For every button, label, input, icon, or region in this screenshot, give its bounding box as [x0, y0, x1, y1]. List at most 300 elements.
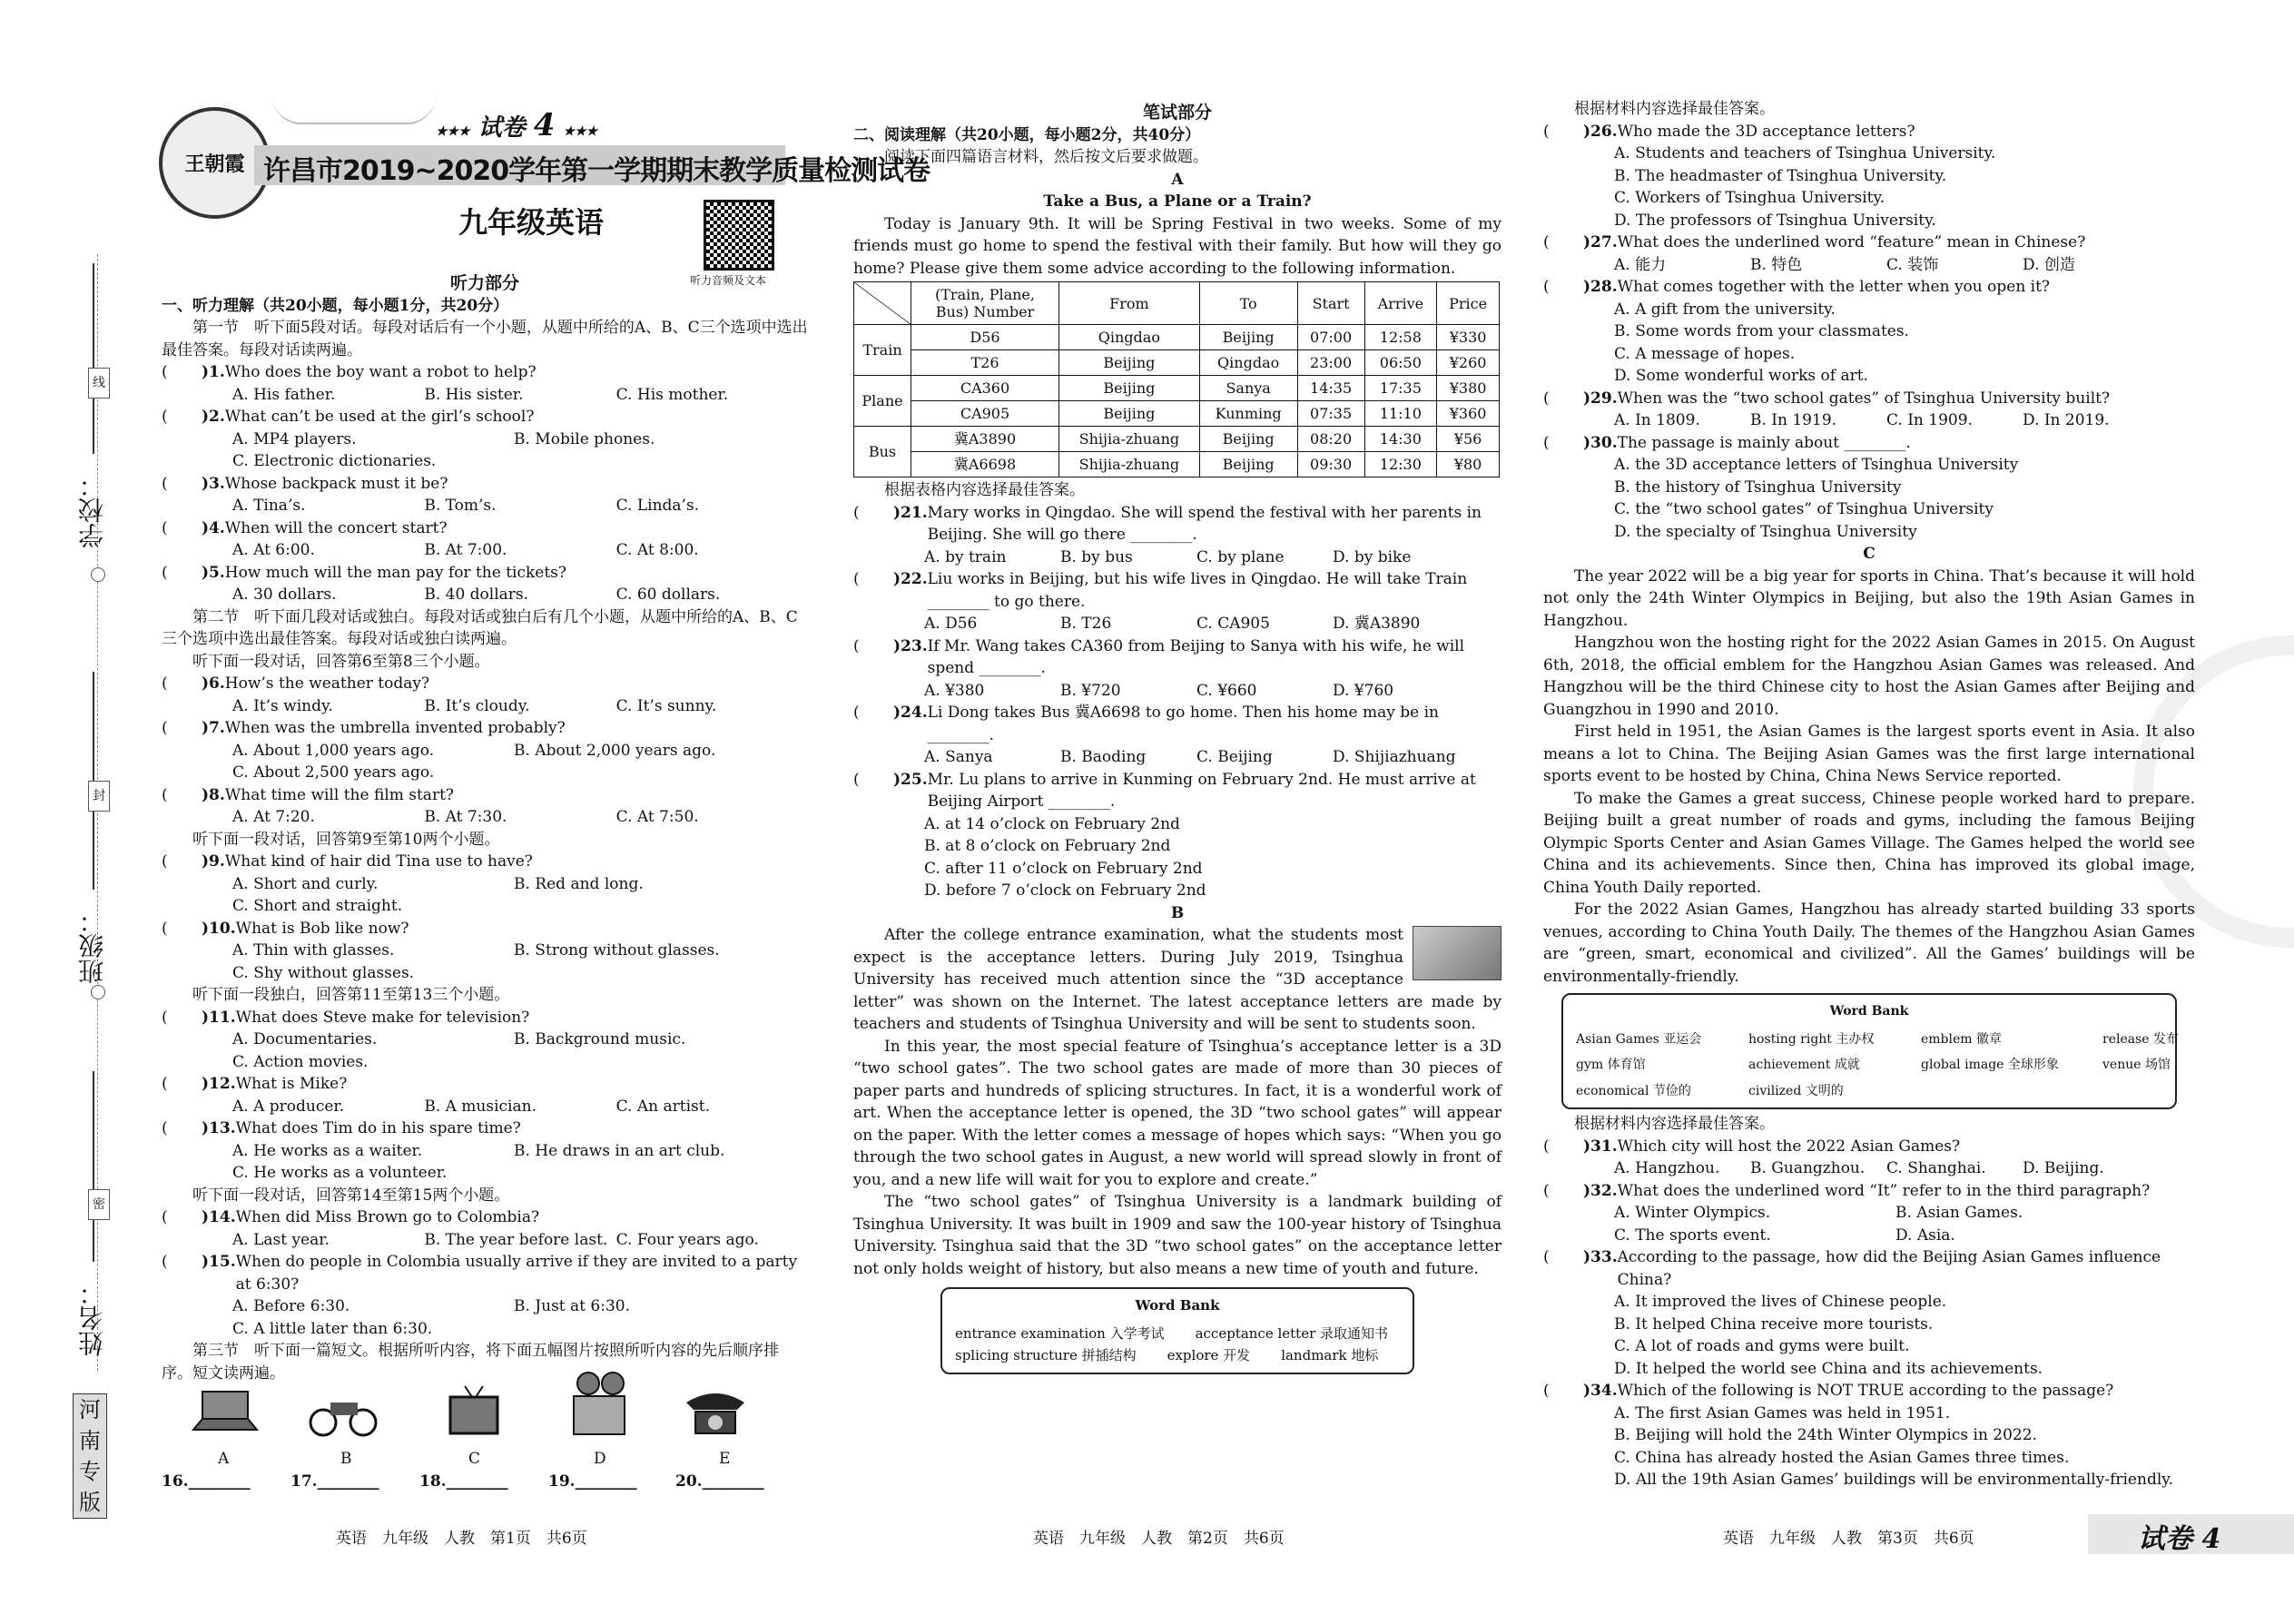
answer-paren[interactable]: ( — [1543, 1382, 1550, 1400]
qr-code[interactable] — [704, 200, 774, 271]
table-cell: Beijing — [1199, 452, 1297, 477]
option-a[interactable]: A. Before 6:30. — [232, 1297, 350, 1315]
option-b[interactable]: B. Red and long. — [514, 874, 644, 893]
question-text: The passage is mainly about ________. — [1617, 433, 1911, 452]
question-26 — [1543, 121, 2195, 143]
option-c[interactable]: C. ¥660 — [1196, 681, 1257, 700]
option-b[interactable]: B. Mobile phones. — [514, 429, 655, 448]
passage-c-instruction: 根据材料内容选择最佳答案。 — [1574, 1115, 1775, 1133]
option-c[interactable]: C. Electronic dictionaries. — [232, 452, 437, 470]
question-33 — [1543, 1246, 2195, 1291]
option-c[interactable]: C. The sports event. — [1614, 1225, 1771, 1245]
question-number: )27. — [1583, 233, 1618, 251]
option-a[interactable]: A. The first Asian Games was held in 1951. — [1614, 1403, 1951, 1422]
option-c[interactable]: C. CA905 — [1196, 615, 1270, 633]
option-c[interactable]: C. A lot of roads and gyms were built. — [1614, 1337, 1910, 1355]
answer-paren[interactable]: ( — [1543, 1137, 1550, 1156]
table-cell: 23:00 — [1297, 350, 1364, 376]
options — [1543, 409, 2195, 432]
option-b[interactable]: B. Just at 6:30. — [514, 1297, 630, 1315]
option-a[interactable]: A. It improved the lives of Chinese people. — [1614, 1293, 1947, 1311]
sec2d-instruction: 听下面一段对话，回答第14至第15两个小题。 — [192, 1186, 510, 1205]
option-c[interactable]: C. Workers of Tsinghua University. — [1614, 189, 1885, 207]
passage-a-instruction: 根据表格内容选择最佳答案。 — [884, 481, 1085, 499]
passage-c-p2: Hangzhou won the hosting right for the 2022 Asian Games in 2015. On August 6th, 2018, the official emblem for the Hangzhou Asian Games was released. And Hangzhou will be the third Chinese city to host the Asian Games after Beijing and Guangzhou in 1990 and 2010. — [1543, 634, 2195, 719]
option-c[interactable]: C. An artist. — [615, 1097, 710, 1116]
word-bank-item: Asian Games 亚运会 — [1576, 1031, 1702, 1047]
answer-blank-16[interactable]: 16.________ — [162, 1472, 251, 1491]
question-10 — [162, 918, 808, 940]
question-13 — [162, 1117, 808, 1140]
sec1-instruction: 第一节 听下面5段对话。每段对话后有一个小题，从题中所给的A、B、C三个选项中选出最佳答案。每段对话读两遍。 — [162, 319, 808, 359]
option-a[interactable]: A. At 7:20. — [232, 808, 315, 826]
passage-b-letter: B — [1170, 903, 1185, 922]
option-a[interactable]: A. Last year. — [232, 1230, 330, 1249]
option-a[interactable]: A. Documentaries. — [232, 1030, 378, 1048]
passage-a-text: Today is January 9th. It will be Spring Festival in two weeks. Some of my friends must go home to spend the festival with their family. But how will they go home? Please give them some advice according to the following information. — [853, 214, 1501, 278]
answer-paren[interactable]: ( — [162, 363, 168, 381]
answer-paren[interactable]: ( — [162, 674, 168, 693]
table-row — [854, 376, 1500, 401]
table-cell: CA905 — [911, 401, 1059, 427]
option-b[interactable]: B. at 8 o’clock on February 2nd — [924, 837, 1171, 855]
question-number: )24. — [893, 704, 928, 722]
question-31 — [1543, 1136, 2195, 1158]
question-11 — [162, 1007, 808, 1029]
option-c[interactable]: C. His mother. — [615, 385, 729, 404]
option-b[interactable]: B. Guangzhou. — [1750, 1159, 1866, 1177]
option-b[interactable]: B. It’s cloudy. — [424, 696, 530, 715]
option-c[interactable]: C. In 1909. — [1886, 411, 1973, 429]
word-bank-c — [1561, 993, 2180, 1109]
option-a[interactable]: A. His father. — [232, 385, 336, 404]
table-header: From — [1059, 282, 1200, 325]
option-c[interactable]: C. Shanghai. — [1886, 1159, 1986, 1177]
answer-paren[interactable]: ( — [853, 770, 860, 789]
word-bank-item: entrance examination 入学考试 — [955, 1324, 1165, 1342]
question-23 — [853, 635, 1501, 680]
option-b[interactable]: B. He draws in an art club. — [514, 1141, 725, 1160]
qr-caption: 听力音频及文本 — [690, 274, 767, 287]
option-c[interactable]: C. It’s sunny. — [615, 696, 717, 715]
option-a[interactable]: A. MP4 players. — [232, 429, 357, 448]
answer-paren[interactable]: ( — [162, 719, 168, 737]
question-number: )7. — [202, 719, 225, 737]
answer-paren[interactable]: ( — [162, 1208, 168, 1226]
question-number: )10. — [202, 919, 236, 938]
option-c[interactable]: C. Linda’s. — [615, 497, 700, 515]
option-a[interactable]: A. It’s windy. — [232, 696, 333, 715]
option-c[interactable]: C. after 11 o’clock on February 2nd — [924, 859, 1203, 878]
answer-paren[interactable]: ( — [1543, 233, 1550, 251]
table-cell: CA360 — [911, 376, 1059, 401]
question-text: What kind of hair did Tina use to have? — [224, 852, 533, 871]
answer-paren[interactable]: ( — [162, 518, 168, 537]
word-bank-item: gym 体育馆 — [1576, 1058, 1646, 1072]
word-bank-item: explore 开发 — [1167, 1347, 1251, 1363]
binding-hole — [91, 567, 105, 582]
options — [162, 873, 808, 896]
edition-badge — [73, 1393, 107, 1519]
options — [853, 546, 1501, 569]
option-b[interactable]: B. by bus — [1060, 547, 1133, 566]
options — [162, 1096, 808, 1118]
question-14 — [162, 1206, 808, 1229]
passage-c-p4: To make the Games a great success, Chinese people worked hard to prepare. Beijing built a great number of roads and gyms, including the famous Beijing Olympic Sports Center and Asian Games Village. The Games helped the world see China and its achievements. Since then, China has improved its global image, China Youth Daily reported. — [1543, 789, 2195, 897]
question-text: How much will the man pay for the tickets? — [224, 563, 567, 582]
passage-b-p2: In this year, the most special feature of Tsinghua’s acceptance letter is a 3D “two school gates”. The two school gates are made of more than 30 pieces of paper parts and hundreds of splicing structures. In fact, it is a wonderful work of art. When the acceptance letter is opened, the 3D “two school gates” will appear on the paper. With the letter comes a message of hopes which says: “When you go through the two school gates in August, a new world will spread slowly in front of you, and a new life will wait for you to explore and create.” — [853, 1037, 1501, 1189]
picture-label-e: E — [719, 1450, 731, 1468]
question-text: What is Bob like now? — [235, 919, 409, 938]
question-text: If Mr. Wang takes CA360 from Beijing to Sanya with his wife, he will spend ________. — [927, 636, 1465, 677]
word-bank-item: emblem 徽章 — [1921, 1031, 2003, 1047]
laptop-picture — [189, 1384, 261, 1439]
option-a[interactable]: A. the 3D acceptance letters of Tsinghua University — [1614, 456, 2019, 474]
question-text: What can’t be used at the girl’s school? — [224, 408, 535, 426]
answer-blank-18[interactable]: 18.________ — [419, 1472, 508, 1491]
answer-paren[interactable]: ( — [162, 852, 168, 871]
question-text: Mary works in Qingdao. She will spend the festival with her parents in Beijing. She will go there ________. — [927, 503, 1482, 544]
answer-paren[interactable]: ( — [162, 785, 168, 804]
option-b[interactable]: B. At 7:00. — [424, 541, 507, 559]
question-number: )6. — [202, 674, 225, 693]
table-diagonal-cell — [854, 282, 911, 325]
question-34 — [1543, 1380, 2195, 1403]
option-a[interactable]: A. A gift from the university. — [1614, 300, 1836, 319]
table-cell: Beijing — [1199, 427, 1297, 452]
table-cell: ¥360 — [1437, 401, 1500, 427]
question-21 — [853, 502, 1501, 546]
options — [162, 806, 808, 829]
word-bank-item: global image 全球形象 — [1921, 1058, 2059, 1072]
options — [1543, 1225, 2195, 1247]
option-c[interactable]: C. 60 dollars. — [615, 586, 721, 604]
question-9 — [162, 851, 808, 873]
answer-paren[interactable]: ( — [162, 919, 168, 938]
options — [162, 1295, 808, 1318]
options — [1543, 1202, 2195, 1225]
options — [162, 1029, 808, 1051]
option-c[interactable]: C. A little later than 6:30. — [232, 1319, 433, 1338]
question-number: )31. — [1583, 1137, 1618, 1156]
option-d[interactable]: D. the specialty of Tsinghua University — [1614, 522, 1917, 541]
option-c[interactable]: C. About 2,500 years ago. — [232, 763, 435, 782]
option-d[interactable]: D. Asia. — [1895, 1225, 1955, 1245]
row-group-label: Bus — [854, 427, 911, 477]
word-bank-item: civilized 文明的 — [1748, 1083, 1844, 1098]
answer-paren[interactable]: ( — [162, 1119, 168, 1137]
option-c[interactable]: C. He works as a volunteer. — [232, 1164, 448, 1182]
answer-paren[interactable]: ( — [1543, 1181, 1550, 1200]
school-blank[interactable] — [93, 263, 94, 454]
edition-char: 专 — [79, 1459, 101, 1484]
question-text: Liu works in Beijing, but his wife lives in Qingdao. He will take Train ________ to go there. — [927, 570, 1468, 611]
table-cell: ¥56 — [1437, 427, 1500, 452]
class-label: 班级： — [77, 908, 107, 984]
question-text: Whose backpack must it be? — [224, 474, 448, 493]
option-b[interactable]: B. His sister. — [424, 385, 524, 404]
option-b[interactable]: B. The headmaster of Tsinghua University. — [1614, 166, 1947, 185]
option-c[interactable]: C. Beijing — [1196, 748, 1273, 766]
answer-paren[interactable]: ( — [1543, 278, 1550, 296]
answer-paren[interactable]: ( — [1543, 1248, 1550, 1266]
passage-b-p3: The “two school gates” of Tsinghua University is a landmark building of Tsinghua University. It was built in 1909 and saw the 100-year history of Tsinghua University. Tsinghua said that the 3D “two school gates” on the acceptance letter not only holds weight of history, but also means a new time of youth and future. — [853, 1193, 1501, 1278]
answer-paren[interactable]: ( — [1543, 433, 1550, 452]
question-number: )2. — [202, 408, 225, 426]
question-32 — [1543, 1180, 2195, 1203]
answer-blank-20[interactable]: 20.________ — [675, 1472, 764, 1491]
listening-section-title: 听力部分 — [449, 273, 519, 293]
question-number: )26. — [1583, 122, 1618, 141]
option-c[interactable]: C. Action movies. — [232, 1052, 369, 1071]
table-cell: D56 — [911, 325, 1059, 350]
option-b[interactable]: B. 特色 — [1750, 255, 1803, 274]
question-text: Which city will host the 2022 Asian Games? — [1617, 1137, 1961, 1156]
question-number: )25. — [893, 770, 928, 789]
option-c[interactable]: C. Shy without glasses. — [232, 963, 415, 982]
option-d[interactable]: D. 冀A3890 — [1333, 615, 1421, 633]
option-a[interactable]: A. About 1,000 years ago. — [232, 741, 435, 760]
options — [853, 746, 1501, 769]
option-c[interactable]: C. At 8:00. — [615, 541, 699, 559]
option-d[interactable]: D. 创造 — [2023, 255, 2075, 274]
answer-paren[interactable]: ( — [162, 1253, 168, 1271]
option-a[interactable]: A. Hangzhou. — [1614, 1159, 1720, 1177]
question-7 — [162, 717, 808, 740]
option-a[interactable]: A. A producer. — [232, 1097, 345, 1116]
passage-c-p1: The year 2022 will be a big year for sports in China. That’s because it will hold not only the 24th Winter Olympics in Beijing, but also the 19th Asian Games in Hangzhou. — [1543, 566, 2195, 630]
question-text: What does Tim do in his spare time? — [235, 1119, 521, 1137]
table-cell: Sanya — [1199, 376, 1297, 401]
telephone-picture — [679, 1384, 752, 1439]
table-cell: Kunming — [1199, 401, 1297, 427]
name-blank[interactable] — [93, 1071, 94, 1262]
options — [162, 740, 808, 763]
question-number: )29. — [1583, 389, 1618, 408]
option-d[interactable]: D. Beijing. — [2023, 1159, 2104, 1177]
option-a[interactable]: A. Sanya — [924, 748, 993, 766]
row-group-label: Plane — [854, 376, 911, 427]
answer-paren[interactable]: ( — [853, 503, 860, 522]
answer-paren[interactable]: ( — [1543, 122, 1550, 141]
option-a[interactable]: A. Short and curly. — [232, 874, 379, 893]
passage-c-p5: For the 2022 Asian Games, Hangzhou has already started building 33 sports venues, according to China Youth Daily. The themes of the Hangzhou Asian Games are “green, smart, economical and civilized”. All the Games’ buildings will be environmentally-friendly. — [1543, 901, 2195, 986]
question-text: When will the concert start? — [224, 518, 448, 537]
passage-b-p1: After the college entrance examination, what the students most expect is the acceptance letters. During July 2019, Tsinghua University has received much attention since the “3D acceptance letter” was shown on the Internet. The latest acceptance letters are made by teachers and students of Tsinghua University and will be sent to students soon. — [853, 926, 1501, 1033]
school-label: 学校： — [77, 472, 107, 548]
question-12 — [162, 1073, 808, 1096]
option-b[interactable]: B. The year before last. — [424, 1230, 608, 1249]
option-c[interactable]: C. Short and straight. — [232, 897, 403, 915]
table-cell: Shijia-zhuang — [1059, 452, 1200, 477]
answer-blank-17[interactable]: 17.________ — [290, 1472, 379, 1491]
seal-line-mark: 线 — [88, 368, 110, 399]
question-3 — [162, 473, 808, 496]
table-cell: Beijing — [1059, 350, 1200, 376]
question-text: What comes together with the letter when you open it? — [1617, 278, 2051, 296]
question-text: What does Steve make for television? — [235, 1008, 530, 1027]
option-d[interactable]: D. by bike — [1333, 547, 1412, 566]
option-b[interactable]: B. Asian Games. — [1895, 1204, 2023, 1222]
word-bank-item: economical 节俭的 — [1576, 1083, 1691, 1098]
option-a[interactable]: A. Tina’s. — [232, 497, 306, 515]
option-b[interactable]: B. 40 dollars. — [424, 586, 529, 604]
answer-blank-19[interactable]: 19.________ — [548, 1472, 637, 1491]
option-b[interactable]: B. Tom’s. — [424, 497, 497, 515]
question-number: )8. — [202, 785, 225, 804]
word-bank-b — [940, 1287, 1414, 1374]
option-a[interactable]: A. 能力 — [1614, 255, 1667, 274]
option-c[interactable]: C. 装饰 — [1886, 255, 1939, 274]
table-cell: 14:35 — [1297, 376, 1364, 401]
option-d[interactable]: D. Some wonderful works of art. — [1614, 367, 1868, 385]
table-row — [854, 350, 1500, 376]
question-text: Which of the following is NOT TRUE according to the passage? — [1617, 1382, 2114, 1400]
table-row — [854, 427, 1500, 452]
option-b[interactable]: B. At 7:30. — [424, 808, 507, 826]
question-25 — [853, 769, 1501, 813]
table-cell: 06:50 — [1364, 350, 1437, 376]
column-2 — [853, 102, 1501, 1374]
table-cell: ¥330 — [1437, 325, 1500, 350]
question-text: When was the umbrella invented probably? — [224, 719, 566, 737]
projector-picture — [563, 1371, 635, 1439]
answer-paren[interactable]: ( — [162, 563, 168, 582]
question-text: When did Miss Brown go to Colombia? — [235, 1208, 540, 1226]
edition-char: 河 — [79, 1397, 101, 1422]
option-a[interactable]: A. at 14 o’clock on February 2nd — [924, 814, 1180, 833]
option-b[interactable]: B. Beijing will hold the 24th Winter Olympics in 2022. — [1614, 1426, 2037, 1444]
table-cell: 12:30 — [1364, 452, 1437, 477]
option-b[interactable]: B. T26 — [1060, 615, 1112, 633]
option-b[interactable]: B. Strong without glasses. — [514, 941, 720, 960]
option-b[interactable]: B. A musician. — [424, 1097, 537, 1116]
question-29 — [1543, 388, 2195, 410]
word-bank-item: landmark 地标 — [1281, 1347, 1379, 1363]
exam-title: 许昌市2019~2020学年第一学期期末教学质量检测试卷 — [263, 155, 930, 187]
question-number: )13. — [202, 1119, 236, 1137]
sec2a-instruction: 听下面一段对话，回答第6至第8三个小题。 — [192, 652, 490, 671]
option-b[interactable]: B. Background music. — [514, 1030, 686, 1048]
table-header: Price — [1437, 282, 1500, 325]
option-d[interactable]: D. In 2019. — [2023, 411, 2110, 429]
options — [162, 428, 808, 451]
question-6 — [162, 673, 808, 695]
option-d[interactable]: D. ¥760 — [1333, 681, 1394, 700]
question-number: )28. — [1583, 278, 1618, 296]
option-c[interactable]: C. A message of hopes. — [1614, 344, 1796, 363]
option-d[interactable]: D. The professors of Tsinghua University. — [1614, 211, 1936, 230]
option-d[interactable]: D. It helped the world see China and its achievements. — [1614, 1359, 2043, 1378]
option-b[interactable]: B. In 1919. — [1750, 411, 1837, 429]
question-number: )3. — [202, 474, 225, 493]
answer-paren[interactable]: ( — [162, 408, 168, 426]
question-text: How’s the weather today? — [224, 674, 430, 693]
sec2-instruction: 第二节 听下面几段对话或独白。每段对话或独白后有几个小题，从题中所给的A、B、C三个选项中选出最佳答案。每段对话或独白读两遍。 — [162, 607, 798, 648]
option-d[interactable]: D. Shijiazhuang — [1333, 748, 1456, 766]
options — [162, 539, 808, 562]
options — [162, 1140, 808, 1163]
table-cell: 冀A3890 — [911, 427, 1059, 452]
timetable — [853, 281, 1500, 477]
question-15 — [162, 1251, 808, 1295]
option-c[interactable]: C. the “two school gates” of Tsinghua University — [1614, 500, 1994, 518]
answer-paren[interactable]: ( — [1543, 389, 1550, 408]
option-a[interactable]: A. At 6:00. — [232, 541, 315, 559]
table-cell: 11:10 — [1364, 401, 1437, 427]
question-28 — [1543, 276, 2195, 299]
option-a[interactable]: A. In 1809. — [1614, 411, 1700, 429]
table-cell: Beijing — [1059, 401, 1200, 427]
option-a[interactable]: A. by train — [924, 547, 1007, 566]
passage-c-p3: First held in 1951, the Asian Games is the largest sports event in Asia. It also means a lot to China. The Beijing Asian Games was the first large international sports event to be hosted by China, China News Service reported. — [1543, 723, 2195, 785]
answer-paren[interactable]: ( — [853, 636, 860, 655]
option-a[interactable]: A. ¥380 — [924, 681, 985, 700]
column-1 — [162, 272, 808, 1384]
options — [853, 680, 1501, 703]
option-c[interactable]: C. At 7:50. — [615, 808, 699, 826]
option-b[interactable]: B. ¥720 — [1060, 681, 1121, 700]
option-b[interactable]: B. Baoding — [1060, 748, 1147, 766]
question-text: What is Mike? — [235, 1075, 348, 1093]
answer-paren[interactable]: ( — [853, 570, 860, 588]
question-number: )15. — [202, 1253, 236, 1271]
option-c[interactable]: C. China has already hosted the Asian Games three times. — [1614, 1448, 2070, 1467]
passage-c-letter: C — [1863, 545, 1876, 563]
option-a[interactable]: A. Thin with glasses. — [232, 941, 395, 960]
passage-a-title: Take a Bus, a Plane or a Train? — [1043, 192, 1312, 211]
option-d[interactable]: D. before 7 o’clock on February 2nd — [924, 881, 1206, 900]
option-a[interactable]: A. He works as a waiter. — [232, 1141, 423, 1160]
paper-number: 4 — [533, 107, 556, 143]
table-cell: 09:30 — [1297, 452, 1364, 477]
question-number: )14. — [202, 1208, 236, 1226]
table-header: Start — [1297, 282, 1364, 325]
option-c[interactable]: C. by plane — [1196, 547, 1285, 566]
edition-char: 南 — [79, 1428, 101, 1453]
subject-title: 九年级英语 — [458, 205, 605, 240]
option-b[interactable]: B. About 2,000 years ago. — [514, 741, 716, 760]
table-row — [854, 325, 1500, 350]
option-b[interactable]: B. Some words from your classmates. — [1614, 322, 1910, 340]
options — [162, 940, 808, 962]
word-bank-item: splicing structure 拼插结构 — [955, 1347, 1137, 1363]
question-number: )22. — [893, 570, 928, 588]
option-c[interactable]: C. Four years ago. — [615, 1230, 759, 1249]
footer-page-2: 英语 九年级 人教 第2页 共6页 — [1033, 1530, 1285, 1548]
option-a[interactable]: A. D56 — [924, 615, 978, 633]
answer-paren[interactable]: ( — [162, 1075, 168, 1093]
option-b[interactable]: B. the history of Tsinghua University — [1614, 477, 1902, 497]
option-a[interactable]: A. 30 dollars. — [232, 586, 337, 604]
question-number: )4. — [202, 518, 225, 537]
picture-label-a: A — [218, 1450, 230, 1468]
writing-section-title: 笔试部分 — [1142, 103, 1212, 123]
option-d[interactable]: D. All the 19th Asian Games’ buildings will be environmentally-friendly. — [1614, 1471, 2174, 1489]
picture-label-b: B — [340, 1450, 352, 1468]
option-a[interactable]: A. Winter Olympics. — [1614, 1204, 1771, 1222]
answer-paren[interactable]: ( — [162, 474, 168, 493]
seal-mark-2: 密 — [88, 1189, 110, 1220]
option-a[interactable]: A. Students and teachers of Tsinghua University. — [1614, 144, 1996, 162]
question-text: According to the passage, how did the Beijing Asian Games influence China? — [1617, 1248, 2161, 1289]
table-cell: 14:30 — [1364, 427, 1437, 452]
answer-paren[interactable]: ( — [162, 1008, 168, 1027]
option-b[interactable]: B. It helped China receive more tourists. — [1614, 1314, 1934, 1334]
question-30 — [1543, 432, 2195, 455]
seal-mark: 封 — [88, 781, 110, 812]
answer-paren[interactable]: ( — [853, 704, 860, 722]
